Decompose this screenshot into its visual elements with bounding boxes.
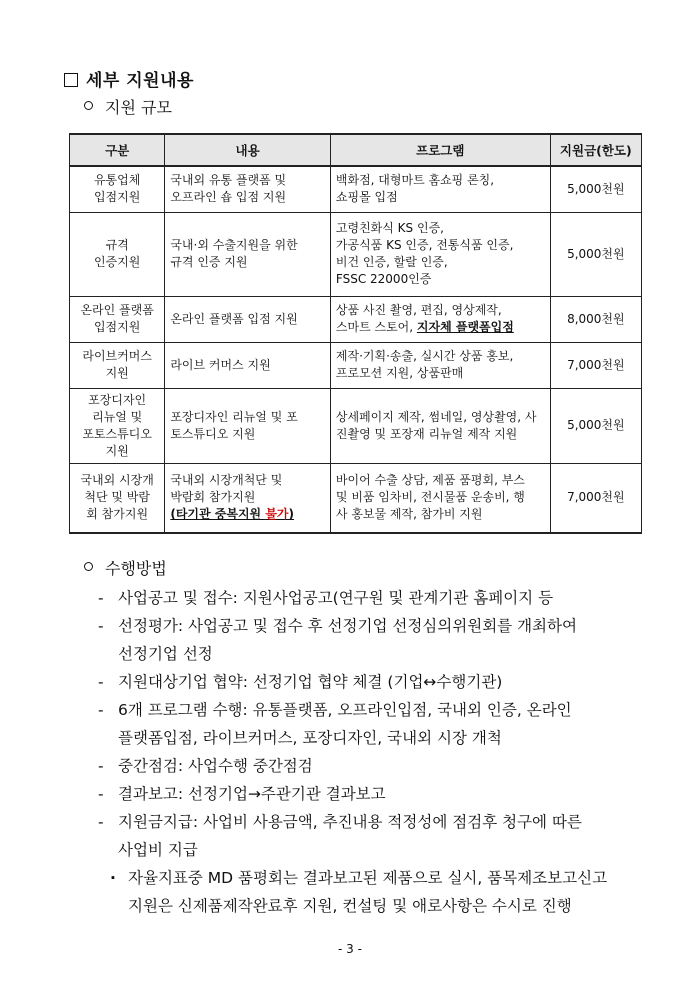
step-line: 지원금지급: 사업비 사용금액, 추진내용 적정성에 점검후 청구에 따른 xyxy=(118,813,582,831)
method-step xyxy=(96,612,646,668)
checkbox-square-icon xyxy=(64,73,78,87)
category-cell xyxy=(70,166,165,212)
content-cell xyxy=(165,212,331,296)
program-line: 가공식품 KS 인증, 전통식품 인증, xyxy=(335,238,514,252)
table-row xyxy=(70,296,642,342)
step-line: 결과보고: 선정기업→주관기관 결과보고 xyxy=(118,785,386,803)
program-cell xyxy=(330,388,550,463)
content-cell xyxy=(165,388,331,463)
program-line: 진촬영 및 포장재 리뉴얼 제작 지원 xyxy=(335,426,518,441)
category-line: 국내외 시장개 xyxy=(80,473,154,488)
category-line: 지원 xyxy=(105,443,129,458)
dash-bullet: - xyxy=(98,785,104,803)
note-line: 자율지표중 MD 품평회는 결과보고된 제품으로 실시, 품목제조보고신고 xyxy=(128,869,608,887)
content-line: 온라인 플랫폼 입점 지원 xyxy=(170,311,298,326)
method-step xyxy=(96,752,646,780)
step-line: 중간점검: 사업수행 중간점검 xyxy=(118,757,313,775)
circle-bullet-icon xyxy=(84,562,93,571)
method-step xyxy=(96,668,646,696)
method-step xyxy=(96,808,646,864)
program-emphasis: 지자체 플랫폼입점 xyxy=(416,320,514,334)
category-line: 척단 및 박람 xyxy=(84,490,150,505)
section-heading-text: 세부 지원내용 xyxy=(86,71,194,91)
category-line: 라이브커머스 xyxy=(82,349,152,363)
dash-bullet: - xyxy=(98,617,104,635)
category-line: 지원 xyxy=(105,366,129,380)
method-note xyxy=(102,864,646,920)
dot-bullet-icon: · xyxy=(110,869,116,887)
program-line: 프로모션 지원, 상품판매 xyxy=(335,366,464,380)
content-line: 박람회 참가지원 xyxy=(170,490,256,505)
dash-bullet: - xyxy=(98,757,104,775)
content-line: 포장디자인 리뉴얼 및 포 xyxy=(170,409,298,424)
program-cell xyxy=(330,296,550,342)
amount-cell: 5,000천원 xyxy=(550,212,641,296)
table-row xyxy=(70,388,642,463)
amount-cell: 5,000천원 xyxy=(550,388,641,463)
category-line: 온라인 플랫폼 xyxy=(80,303,154,317)
step-line: 사업비 지급 xyxy=(118,841,198,859)
content-line: 토스튜디오 지원 xyxy=(170,426,256,441)
support-scale-table xyxy=(69,133,642,534)
program-line: FSSC 22000인증 xyxy=(335,272,432,286)
dash-bullet: - xyxy=(98,701,104,719)
table-row xyxy=(70,212,642,296)
category-cell xyxy=(70,296,165,342)
method-step xyxy=(96,696,646,752)
program-line: 쇼핑몰 입점 xyxy=(335,190,398,205)
amount-cell: 7,000천원 xyxy=(550,342,641,388)
step-line: 지원대상기업 협약: 선정기업 협약 체결 (기업↔수행기관) xyxy=(118,673,503,691)
category-line: 규격 xyxy=(105,238,129,252)
subheading xyxy=(84,95,172,118)
header-category: 구분 xyxy=(70,134,165,166)
category-line: 입점지원 xyxy=(93,320,141,334)
method-heading-text: 수행방법 xyxy=(105,559,167,578)
category-line: 입점지원 xyxy=(93,190,141,205)
step-line: 선정평가: 사업공고 및 접수 후 선정기업 선정심의위원회를 개최하여 xyxy=(118,617,577,635)
category-cell xyxy=(70,342,165,388)
category-line: 포토스튜디오 xyxy=(82,426,152,441)
dash-bullet: - xyxy=(98,673,104,691)
note-suffix: ) xyxy=(288,507,294,522)
program-cell xyxy=(330,212,550,296)
header-content: 내용 xyxy=(165,134,331,166)
note-red-text: 불가 xyxy=(265,507,289,522)
method-steps xyxy=(96,584,646,920)
method-step xyxy=(96,584,646,612)
table-row xyxy=(70,463,642,533)
duplicate-support-note xyxy=(170,507,294,521)
content-line: 국내외 유통 플랫폼 및 xyxy=(170,173,287,188)
amount-cell: 7,000천원 xyxy=(550,463,641,533)
page-number: - 3 - xyxy=(338,942,362,956)
amount-cell: 8,000천원 xyxy=(550,296,641,342)
category-line: 회 참가지원 xyxy=(86,507,149,522)
amount-cell: 5,000천원 xyxy=(550,166,641,212)
dash-bullet: - xyxy=(98,813,104,831)
program-line: 상세페이지 제작, 썸네일, 영상촬영, 사 xyxy=(335,409,537,424)
table-row xyxy=(70,342,642,388)
category-line: 포장디자인 xyxy=(88,392,147,407)
category-cell xyxy=(70,212,165,296)
category-cell xyxy=(70,388,165,463)
step-line: 6개 프로그램 수행: 유통플랫폼, 오프라인입점, 국내외 인증, 온라인 xyxy=(118,701,572,719)
content-line: 국내외 시장개척단 및 xyxy=(170,473,283,488)
note-prefix: (타기관 중복지원 xyxy=(170,507,266,522)
circle-bullet-icon xyxy=(84,101,93,110)
content-line: 국내·외 수출지원을 위한 xyxy=(170,238,298,252)
program-cell xyxy=(330,166,550,212)
header-program: 프로그램 xyxy=(330,134,550,166)
table-row xyxy=(70,166,642,212)
program-line: 바이어 수출 상담, 제품 품평회, 부스 xyxy=(335,473,525,488)
content-cell xyxy=(165,296,331,342)
method-heading xyxy=(84,556,167,579)
content-line: 라이브 커머스 지원 xyxy=(170,357,271,372)
step-line: 사업공고 및 접수: 지원사업공고(연구원 및 관계기관 홈페이지 등 xyxy=(118,589,554,607)
note-line: 지원은 신제품제작완료후 지원, 컨설팅 및 애로사항은 수시로 진행 xyxy=(128,897,572,915)
content-line: 규격 인증 지원 xyxy=(170,255,248,269)
method-step xyxy=(96,780,646,808)
program-line: 및 비품 임차비, 전시물품 운송비, 행 xyxy=(335,490,525,505)
step-line: 플랫폼입점, 라이브커머스, 포장디자인, 국내외 시장 개척 xyxy=(118,729,502,747)
category-line: 유통업체 xyxy=(93,173,141,188)
step-line: 선정기업 선정 xyxy=(118,645,213,663)
content-line: 오프라인 숍 입점 지원 xyxy=(170,190,287,205)
program-line: 비건 인증, 할랄 인증, xyxy=(335,255,448,269)
program-line: 고령친화식 KS 인증, xyxy=(335,221,444,235)
section-heading xyxy=(64,66,194,91)
dash-bullet: - xyxy=(98,589,104,607)
program-line: 사 홍보물 제작, 참가비 지원 xyxy=(335,507,483,522)
category-line: 리뉴얼 및 xyxy=(92,409,143,424)
header-amount: 지원금(한도) xyxy=(550,134,641,166)
category-cell xyxy=(70,463,165,533)
program-cell xyxy=(330,342,550,388)
content-cell xyxy=(165,463,331,533)
content-cell xyxy=(165,342,331,388)
program-line: 제작·기획·송출, 실시간 상품 홍보, xyxy=(335,349,514,363)
category-line: 인증지원 xyxy=(93,255,141,269)
table-header-row xyxy=(70,134,642,166)
program-line: 상품 사진 촬영, 편집, 영상제작, xyxy=(335,303,502,317)
program-line: 스마트 스토어, xyxy=(335,320,417,334)
subheading-text: 지원 규모 xyxy=(105,98,172,117)
content-cell xyxy=(165,166,331,212)
program-cell xyxy=(330,463,550,533)
program-line: 백화점, 대형마트 홈쇼핑 론칭, xyxy=(335,173,495,188)
